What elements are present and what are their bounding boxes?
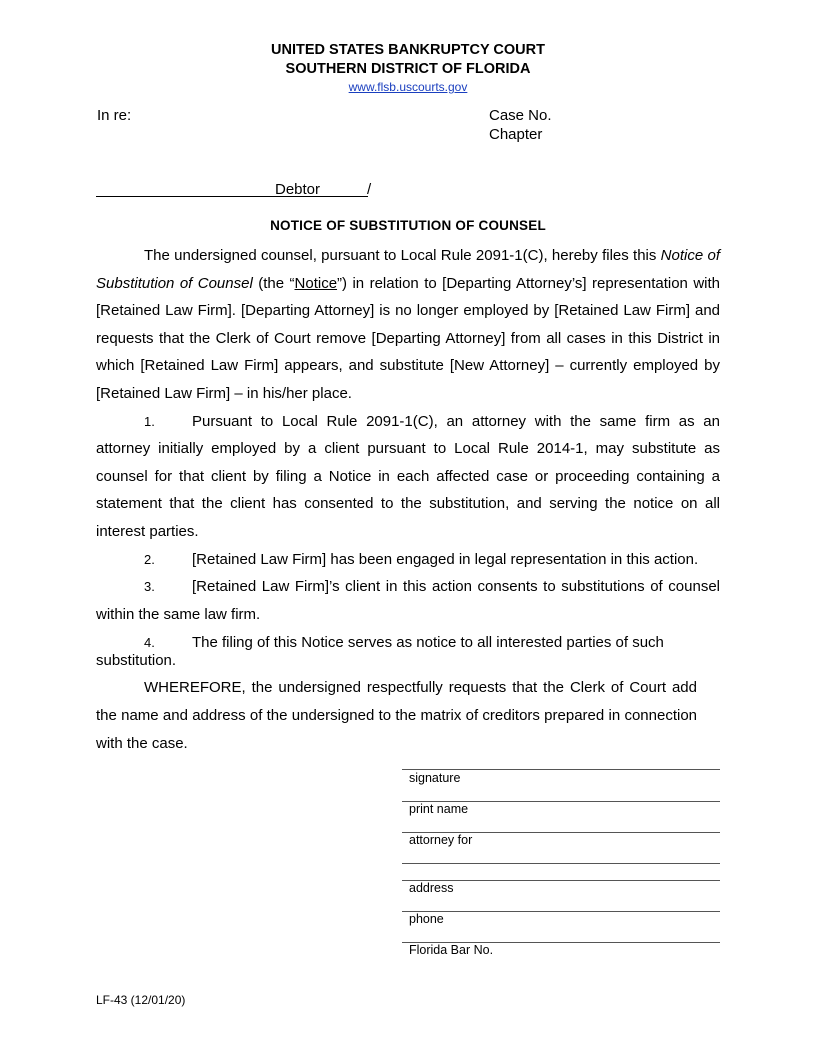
form-number: LF-43 (12/01/20) xyxy=(96,993,186,1007)
signature-label: signature xyxy=(409,771,461,785)
debtor-label: Debtor xyxy=(275,181,321,198)
case-no-label: Case No. xyxy=(489,107,552,124)
court-name: UNITED STATES BANKRUPTCY COURT xyxy=(271,42,545,58)
debtor-line xyxy=(96,196,368,197)
phone-line xyxy=(402,911,720,912)
bar-no-label: Florida Bar No. xyxy=(409,943,494,957)
court-website xyxy=(0,80,816,94)
intro-paragraph: The undersigned counsel, pursuant to Local Rule 2091-1(C), hereby files this Notice of Substitution of Counsel (the “Notice”) in relation to [Departing Attorney’s] representation with [Retained Law Firm]. [Departing Attorney] is no longer employed by [Retained Law Firm] and requests that the Clerk of Court remove [Departing Attorney] from all cases in this District in which [Retained Law Firm] appears, and substitute [New Attorney] – currently employed by [Retained Law Firm] – in his/her place. xyxy=(96,247,720,402)
wherefore-paragraph: WHEREFORE, the undersigned respectfully requests that the Clerk of Court add the name and address of the undersigned to the matrix of creditors prepared in connection with the case. xyxy=(96,679,697,752)
attorney-for-label: attorney for xyxy=(409,833,473,847)
blank-line xyxy=(402,863,720,864)
paragraph-2: 2. [Retained Law Firm] has been engaged in legal representation in this action. xyxy=(144,550,699,568)
document-body xyxy=(96,242,720,757)
chapter-label: Chapter xyxy=(489,126,543,143)
paragraph-4: 4. The filing of this Notice serves as notice to all interested parties of such substitution. xyxy=(96,634,664,670)
debtor-slash: / xyxy=(367,181,372,198)
phone-label: phone xyxy=(409,912,444,926)
signature-line xyxy=(402,769,720,770)
paragraph-3: 3. [Retained Law Firm]’s client in this action consents to substitutions of counsel within the same law firm. xyxy=(96,578,720,623)
document-title: NOTICE OF SUBSTITUTION OF COUNSEL xyxy=(270,218,546,233)
paragraph-1: 1. Pursuant to Local Rule 2091-1(C), an attorney with the same firm as an attorney initially employed by a client pursuant to Local Rule 2014-1, may substitute as counsel for that client by filing a Notice in each affected case or proceeding containing a statement that the client has consented to the substitution, and serving the notice on all interest parties. xyxy=(96,412,720,540)
district-name: SOUTHERN DISTRICT OF FLORIDA xyxy=(285,61,531,77)
in-re-label: In re: xyxy=(97,107,132,124)
address-label: address xyxy=(409,881,454,895)
court-website-link[interactable]: www.flsb.uscourts.gov xyxy=(348,80,468,94)
print-name-label: print name xyxy=(409,802,469,816)
